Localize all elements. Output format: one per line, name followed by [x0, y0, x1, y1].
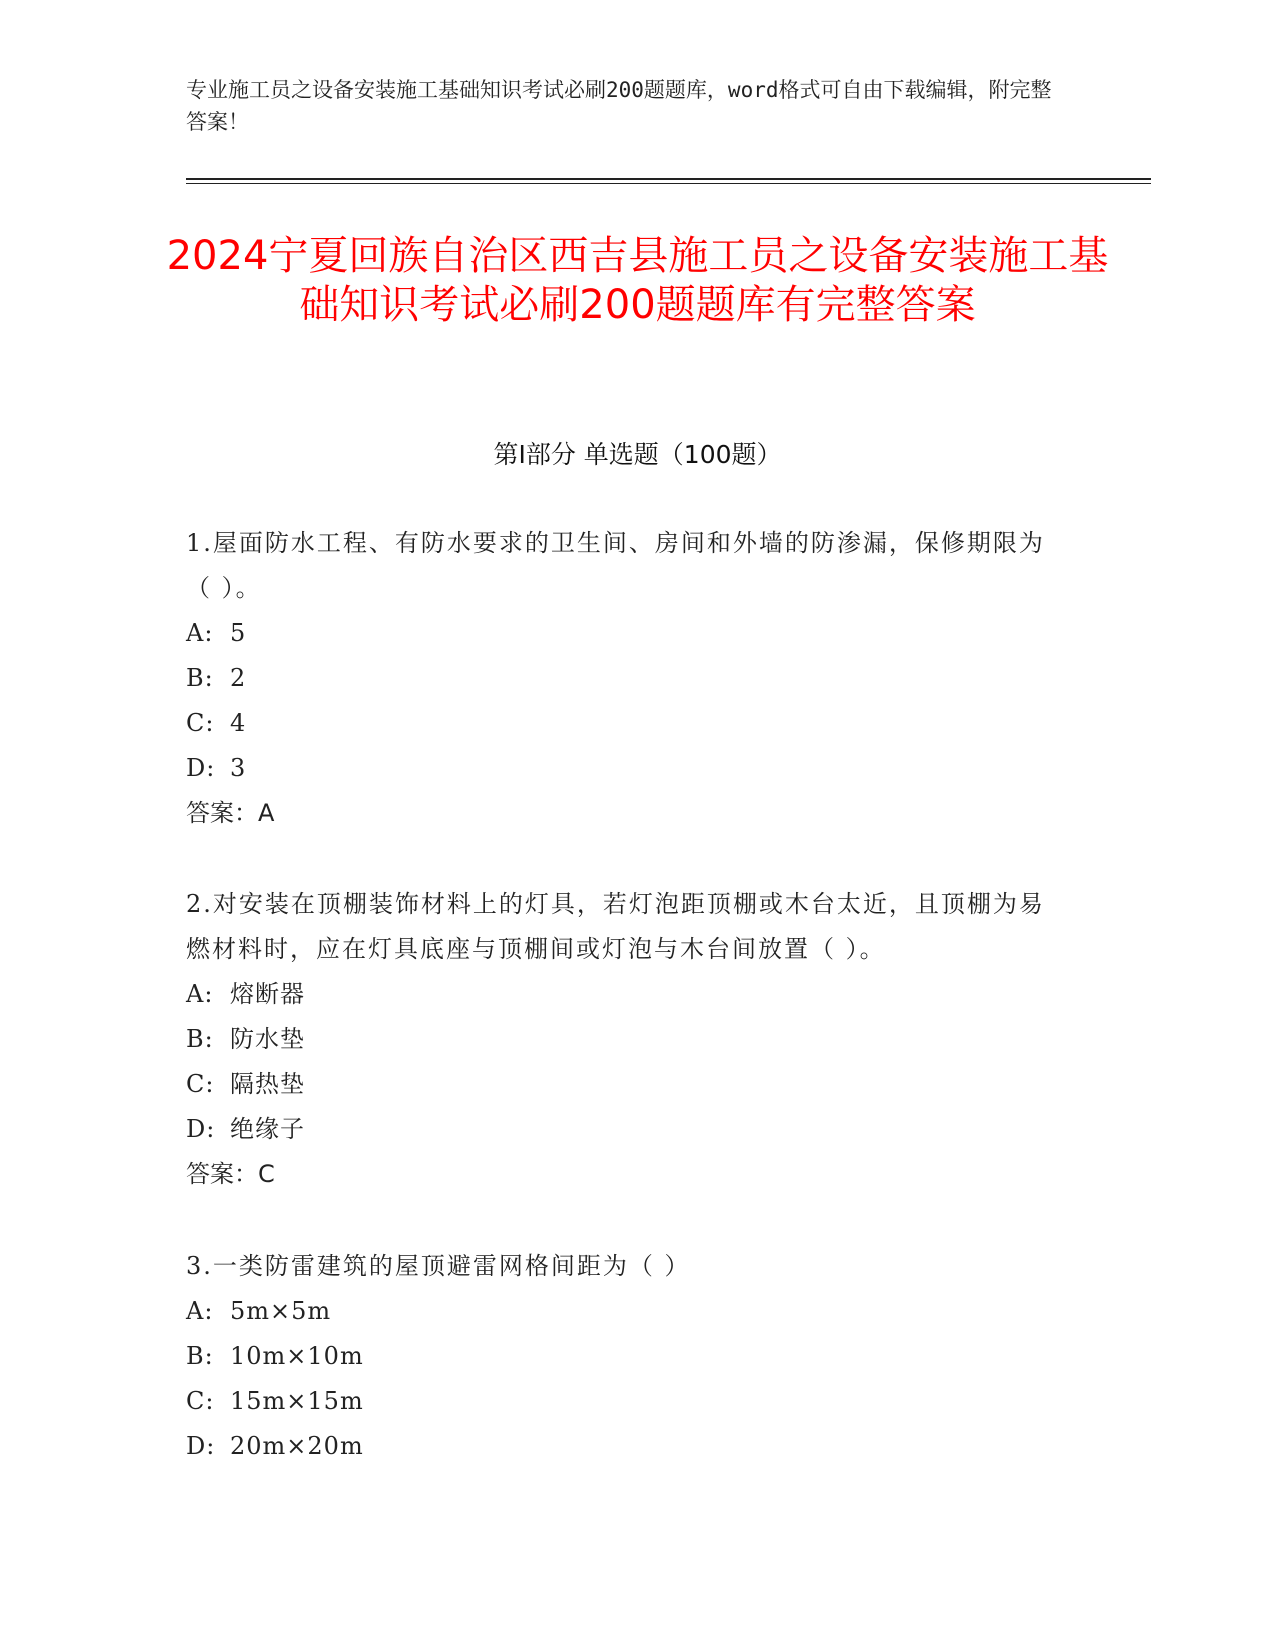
- option-text: 20m×20m: [230, 1432, 364, 1460]
- option-text: 3: [230, 754, 247, 782]
- option-key: D:: [186, 754, 216, 782]
- option-key: C:: [186, 1070, 215, 1098]
- option-b: [186, 656, 1066, 701]
- question-1: [186, 521, 1066, 836]
- option-a: [186, 611, 1066, 656]
- section-heading: 第I部分 单选题（100题）: [493, 440, 782, 469]
- option-key: A:: [186, 980, 214, 1008]
- option-key: C:: [186, 709, 215, 737]
- document-title: 2024宁夏回族自治区西吉县施工员之设备安装施工基础知识考试必刷200题题库有完整答案: [166, 233, 1109, 328]
- option-text: 隔热垫: [230, 1070, 305, 1098]
- option-text: 熔断器: [230, 980, 305, 1008]
- option-key: B:: [186, 664, 214, 692]
- option-key: B:: [186, 1025, 214, 1053]
- option-text: 绝缘子: [230, 1115, 305, 1143]
- option-key: A:: [186, 1297, 214, 1325]
- option-b: [186, 1017, 1066, 1062]
- header-divider-thin: [186, 183, 1151, 184]
- option-key: B:: [186, 1342, 214, 1370]
- option-c: [186, 701, 1066, 746]
- option-d: [186, 1424, 1066, 1469]
- header-divider-thick: [186, 178, 1151, 180]
- header-note: 专业施工员之设备安装施工基础知识考试必刷200题题库，word格式可自由下载编辑，附完整答案！: [186, 78, 1052, 134]
- question-2: [186, 882, 1066, 1197]
- option-d: [186, 1107, 1066, 1152]
- option-c: [186, 1062, 1066, 1107]
- option-c: [186, 1379, 1066, 1424]
- answer-line: 答案：C: [186, 1160, 275, 1188]
- option-b: [186, 1334, 1066, 1379]
- question-stem: 3.一类防雷建筑的屋顶避雷网格间距为（ ）: [186, 1252, 691, 1280]
- question-stem: 2.对安装在顶棚装饰材料上的灯具，若灯泡距顶棚或木台太近，且顶棚为易燃材料时，应在灯具底座与顶棚间或灯泡与木台间放置（ ）。: [186, 890, 1045, 963]
- option-text: 5m×5m: [230, 1297, 332, 1325]
- question-3: [186, 1244, 1066, 1469]
- option-key: A:: [186, 619, 214, 647]
- question-stem: 1.屋面防水工程、有防水要求的卫生间、房间和外墙的防渗漏，保修期限为（ ）。: [186, 529, 1045, 602]
- option-text: 10m×10m: [230, 1342, 364, 1370]
- option-text: 2: [230, 664, 247, 692]
- option-key: D:: [186, 1432, 216, 1460]
- option-text: 4: [230, 709, 247, 737]
- option-a: [186, 1289, 1066, 1334]
- option-text: 15m×15m: [230, 1387, 364, 1415]
- answer-line: 答案：A: [186, 799, 275, 827]
- option-a: [186, 972, 1066, 1017]
- option-d: [186, 746, 1066, 791]
- option-text: 5: [230, 619, 247, 647]
- option-key: D:: [186, 1115, 216, 1143]
- option-key: C:: [186, 1387, 215, 1415]
- option-text: 防水垫: [230, 1025, 305, 1053]
